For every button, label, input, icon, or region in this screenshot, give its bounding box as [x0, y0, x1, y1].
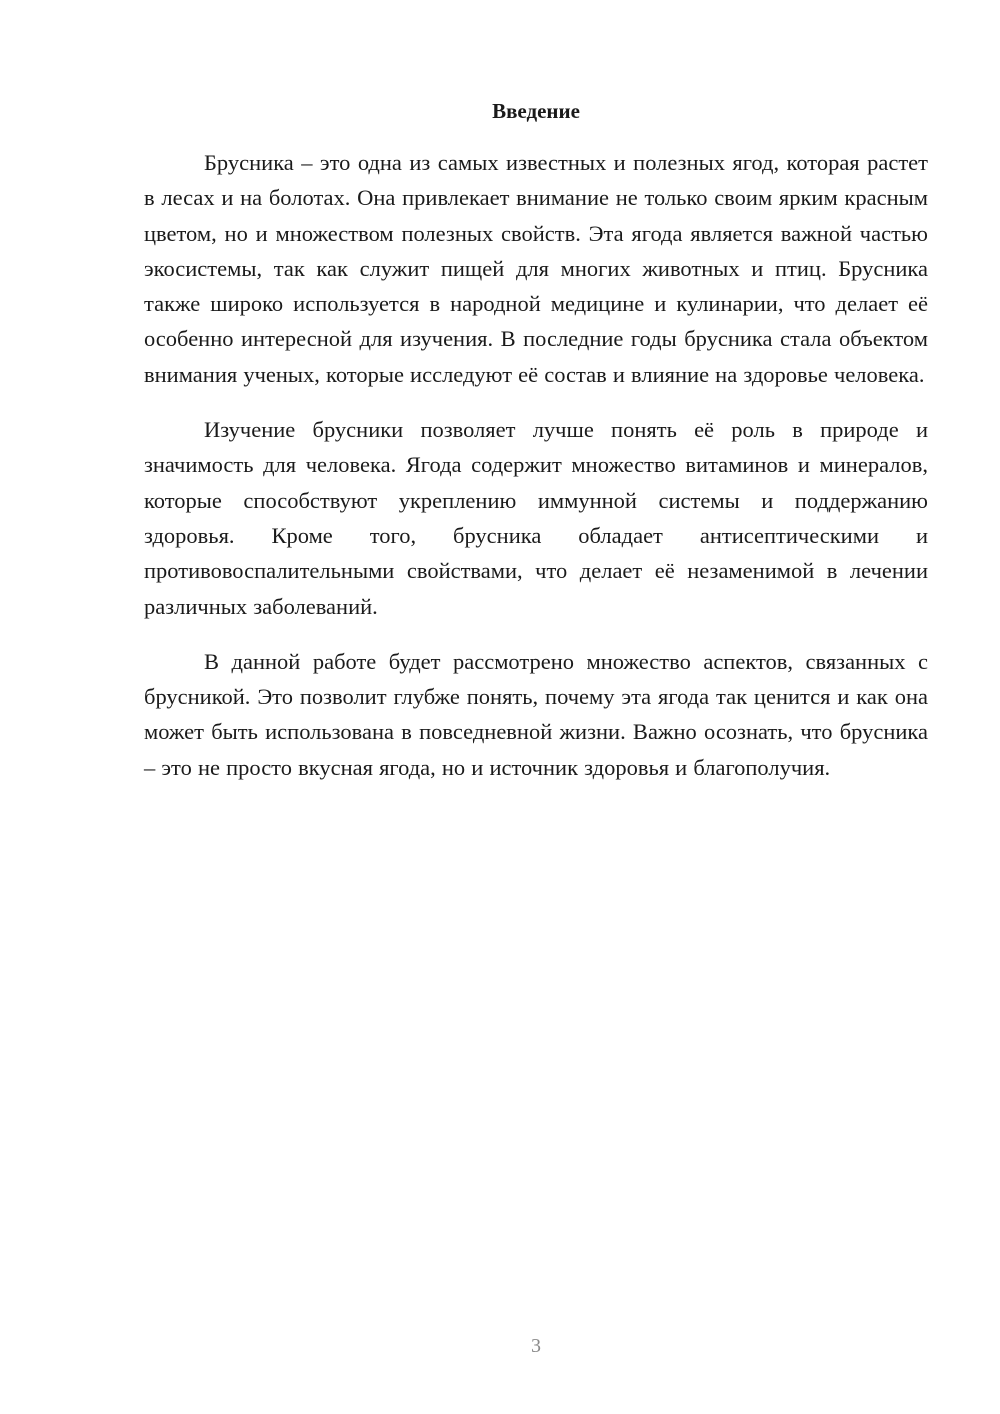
paragraph-3: В данной работе будет рассмотрено множество аспектов, связанных с брусникой. Это позволит глубже понять, почему эта ягода так ценится и как она может быть использована в повседневной жизни. Важно осознать, что брусника – это не просто вкусная ягода, но и источник здоровья и благополучия. [144, 648, 928, 780]
page-number: 3 [531, 1335, 541, 1357]
paragraph-2: Изучение брусники позволяет лучше понять её роль в природе и значимость для человека. Ягода содержит множество витаминов и минералов, которые способствуют укреплению иммунной системы и поддержанию здоровья. Кроме того, брусника обладает антисептическими и противовоспалительными свойствами, что делает её незаменимой в лечении различных заболеваний. [144, 417, 928, 619]
document-body [144, 145, 928, 805]
paragraph-1: Брусника – это одна из самых известных и полезных ягод, которая растет в лесах и на болотах. Она привлекает внимание не только своим ярким красным цветом, но и множеством полезных свойств. Эта ягода является важной частью экосистемы, так как служит пищей для многих животных и птиц. Брусника также широко используется в народной медицине и кулинарии, что делает её особенно интересной для изучения. В последние годы брусника стала объектом внимания ученых, которые исследуют её состав и влияние на здоровье человека. [144, 150, 928, 387]
section-title: Введение [492, 99, 580, 123]
